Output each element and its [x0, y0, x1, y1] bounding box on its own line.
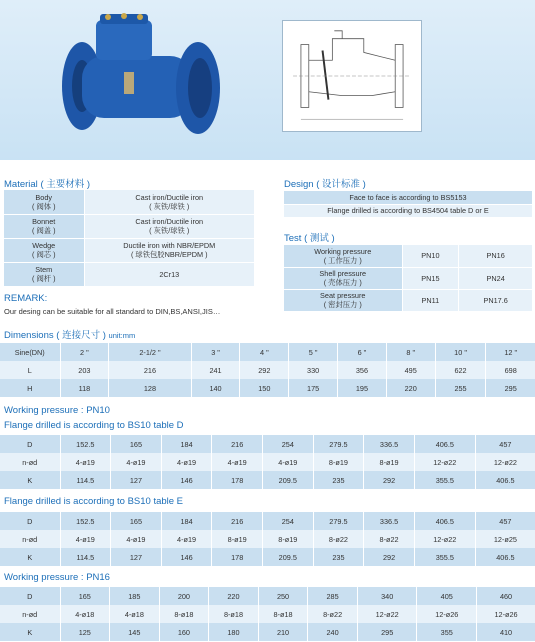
material-label: Bonnet	[32, 217, 56, 226]
material-label-cn: ( 阀体 )	[31, 201, 56, 211]
table-cell: 4-ø19	[161, 453, 212, 471]
material-value-cell	[84, 190, 254, 214]
test-heading-text: Test	[284, 233, 302, 244]
table-row	[284, 289, 532, 311]
material-label: Wedge	[32, 241, 56, 250]
table-cell: 203	[60, 361, 109, 379]
table-cell: 178	[212, 471, 263, 489]
table-cell: 355.5	[414, 548, 475, 566]
table-cell: 406.5	[414, 512, 475, 530]
table-cell: 495	[386, 361, 435, 379]
table-cell: 8-ø22	[308, 605, 358, 623]
table-cell: 200	[159, 587, 209, 605]
row-label-cell: n-ød	[0, 605, 60, 623]
table-cell: 254	[263, 512, 314, 530]
table-cell: 125	[60, 623, 110, 641]
table-d-heading: Flange drilled is according to BS10 table D	[4, 420, 184, 431]
row-label-cell: H	[0, 379, 60, 397]
row-label-cell: K	[0, 548, 60, 566]
test-label-cell	[284, 267, 402, 289]
table-cell: 406.5	[475, 548, 535, 566]
test-pn16-cell: PN24	[459, 267, 532, 289]
table-row	[284, 191, 532, 204]
table-row	[0, 435, 535, 453]
test-label: Working pressure	[314, 246, 372, 256]
table-cell: 12-ø22	[414, 530, 475, 548]
table-cell: 8-ø22	[313, 530, 364, 548]
design-heading-text: Design	[284, 179, 314, 190]
table-cell: 8-ø19	[212, 530, 263, 548]
table-cell: 8-ø19	[263, 530, 314, 548]
product-banner	[0, 0, 535, 160]
row-label-cell: K	[0, 623, 60, 641]
design-cell: Face to face is according to BS5153	[284, 191, 532, 204]
table-cell: 235	[313, 548, 364, 566]
table-cell: 292	[240, 361, 289, 379]
table-cell: 336.5	[364, 512, 415, 530]
table-cell: 210	[258, 623, 308, 641]
table-cell: 118	[60, 379, 109, 397]
test-label-cn: ( 壳体压力 )	[323, 278, 362, 287]
table-cell: 406.5	[414, 435, 475, 453]
table-cell: 12-ø22	[414, 453, 475, 471]
valve-photo	[60, 8, 220, 148]
material-heading	[4, 176, 90, 190]
table-cell: 209.5	[263, 471, 314, 489]
table-row	[0, 587, 535, 605]
material-label-cell	[4, 238, 84, 262]
material-label-cell	[4, 214, 84, 238]
material-heading-cn: ( 主要材料 )	[40, 179, 91, 190]
table-cell: 336.5	[364, 435, 415, 453]
table-cell: 292	[364, 548, 415, 566]
material-table	[4, 190, 254, 287]
table-cell: 4-ø19	[111, 453, 162, 471]
table-row	[4, 238, 254, 262]
test-pn10-cell: PN10	[402, 245, 459, 267]
table-cell: 146	[161, 548, 212, 566]
test-label-cell	[284, 245, 402, 267]
table-row	[0, 379, 535, 397]
table-cell: 4-ø19	[212, 453, 263, 471]
table-row	[284, 204, 532, 217]
table-cell: 2-1/2 "	[109, 343, 191, 361]
valve-section-drawing	[282, 20, 422, 132]
test-heading	[284, 230, 335, 244]
table-cell: 279.5	[313, 512, 364, 530]
table-row	[0, 453, 535, 471]
table-cell: 184	[161, 512, 212, 530]
table-cell: 160	[159, 623, 209, 641]
table-cell: 12-ø26	[477, 605, 535, 623]
design-heading-cn: ( 设计标准 )	[316, 179, 366, 190]
material-label: Body	[35, 192, 53, 202]
table-cell: 216	[212, 512, 263, 530]
material-value: 2Cr13	[159, 269, 180, 279]
table-cell: 330	[289, 361, 338, 379]
table-cell: 8-ø19	[364, 453, 415, 471]
table-cell: 184	[161, 435, 212, 453]
table-row	[0, 361, 535, 379]
table-cell: 220	[209, 587, 259, 605]
material-value: Cast iron/Ductile iron	[135, 192, 204, 202]
test-pn16-cell: PN17.6	[459, 289, 532, 311]
dimensions-heading-cn: ( 连接尺寸 )	[56, 330, 106, 341]
table-cell: 457	[475, 512, 535, 530]
material-label-cell	[4, 262, 84, 286]
table-cell: 6 "	[338, 343, 387, 361]
pn16-heading: Working pressure : PN16	[4, 572, 110, 583]
row-label-cell: L	[0, 361, 60, 379]
dimensions-heading-text: Dimensions	[4, 330, 54, 341]
test-label: Seat pressure	[320, 291, 366, 300]
table-e-heading: Flange drilled is according to BS10 table E	[4, 496, 184, 507]
test-label-cell	[284, 289, 402, 311]
material-value: Ductile iron with NBR/EPDM	[123, 241, 216, 250]
row-label-cell: K	[0, 471, 60, 489]
material-label-cn: ( 阀杆 )	[31, 274, 56, 283]
table-row	[284, 245, 532, 267]
table-cell: 128	[109, 379, 191, 397]
table-cell: 406.5	[475, 471, 535, 489]
material-value-cell	[84, 262, 254, 286]
table-cell: 145	[110, 623, 160, 641]
table-cell: 127	[111, 548, 162, 566]
table-cell: 254	[263, 435, 314, 453]
table-cell: 152.5	[60, 512, 111, 530]
row-label-cell: D	[0, 435, 60, 453]
table-cell: 460	[477, 587, 535, 605]
material-value-cell	[84, 238, 254, 262]
table-cell: 216	[109, 361, 191, 379]
table-cell: 355.5	[414, 471, 475, 489]
table-cell: 235	[313, 471, 364, 489]
table-cell: 178	[212, 548, 263, 566]
table-cell: 292	[364, 471, 415, 489]
table-cell: 12-ø25	[475, 530, 535, 548]
table-cell: 250	[258, 587, 308, 605]
table-cell: 4-ø19	[60, 453, 111, 471]
table-cell: 175	[289, 379, 338, 397]
table-cell: 152.5	[60, 435, 111, 453]
material-value-cn: ( 球铁包胶NBR/EPDM )	[130, 250, 208, 259]
table-row	[0, 605, 535, 623]
table-cell: 195	[338, 379, 387, 397]
table-cell: 2 "	[60, 343, 109, 361]
table-cell: 12-ø22	[475, 453, 535, 471]
remark-heading: REMARK:	[4, 293, 48, 304]
test-heading-cn: ( 测试 )	[304, 233, 335, 244]
table-e	[0, 512, 535, 566]
table-cell: 10 "	[435, 343, 486, 361]
table-cell: 127	[111, 471, 162, 489]
material-value: Cast iron/Ductile iron	[135, 217, 204, 226]
table-pn16	[0, 587, 535, 641]
table-cell: 8-ø18	[159, 605, 209, 623]
table-cell: 285	[308, 587, 358, 605]
table-cell: 8-ø18	[209, 605, 259, 623]
test-label-cn: ( 密封压力 )	[323, 300, 362, 309]
table-cell: 5 "	[289, 343, 338, 361]
table-cell: 241	[191, 361, 240, 379]
table-cell: 8 "	[386, 343, 435, 361]
table-cell: 114.5	[60, 471, 111, 489]
table-cell: 4-ø19	[161, 530, 212, 548]
table-row	[284, 267, 532, 289]
table-cell: 146	[161, 471, 212, 489]
table-cell: 150	[240, 379, 289, 397]
test-label-cn: ( 工作压力 )	[323, 255, 362, 265]
table-cell: 405	[417, 587, 477, 605]
material-value-cn: ( 灰铁/球铁 )	[149, 201, 190, 211]
design-heading	[284, 176, 366, 190]
dimensions-unit: unit:mm	[108, 331, 136, 340]
design-cell: Flange drilled is according to BS4504 table D or E	[284, 204, 532, 217]
material-label-cn: ( 阀盖 )	[31, 226, 56, 235]
table-row	[4, 214, 254, 238]
table-cell: 12 "	[486, 343, 535, 361]
material-value-cell	[84, 214, 254, 238]
table-cell: 279.5	[313, 435, 364, 453]
pn10-heading: Working pressure : PN10	[4, 405, 110, 416]
table-row	[0, 530, 535, 548]
table-cell: 340	[357, 587, 417, 605]
table-cell: 3 "	[191, 343, 240, 361]
row-label-cell: D	[0, 587, 60, 605]
material-value-cn: ( 灰铁/球铁 )	[149, 226, 190, 235]
table-cell: 240	[308, 623, 358, 641]
table-cell: 12-ø22	[357, 605, 417, 623]
table-cell: 165	[111, 435, 162, 453]
table-cell: 4-ø19	[60, 530, 111, 548]
table-row	[0, 512, 535, 530]
table-cell: 8-ø22	[364, 530, 415, 548]
material-label-cell	[4, 190, 84, 214]
table-cell: 698	[486, 361, 535, 379]
table-cell: 355	[417, 623, 477, 641]
table-row	[0, 343, 535, 361]
table-row	[4, 190, 254, 214]
table-cell: 4-ø19	[263, 453, 314, 471]
table-cell: 255	[435, 379, 486, 397]
remark-text: Our desing can be suitable for all standard to DIN,BS,ANSI,JIS…	[4, 307, 221, 316]
table-cell: 180	[209, 623, 259, 641]
table-row	[0, 471, 535, 489]
table-cell: 114.5	[60, 548, 111, 566]
material-label: Stem	[35, 265, 53, 274]
table-cell: 622	[435, 361, 486, 379]
table-cell: 165	[111, 512, 162, 530]
table-cell: 185	[110, 587, 160, 605]
material-label-cn: ( 阀芯 )	[31, 250, 56, 259]
table-cell: 457	[475, 435, 535, 453]
table-d	[0, 435, 535, 489]
table-cell: 140	[191, 379, 240, 397]
table-cell: 8-ø19	[313, 453, 364, 471]
test-table	[284, 245, 532, 312]
table-cell: 165	[60, 587, 110, 605]
material-heading-text: Material	[4, 179, 38, 190]
table-cell: 4-ø18	[60, 605, 110, 623]
row-label-cell: Sine(DN)	[0, 343, 60, 361]
table-cell: 12-ø26	[417, 605, 477, 623]
test-pn10-cell: PN11	[402, 289, 459, 311]
test-label: Shell pressure	[319, 269, 367, 278]
design-table	[284, 191, 532, 218]
test-pn10-cell: PN15	[402, 267, 459, 289]
table-cell: 356	[338, 361, 387, 379]
table-cell: 295	[357, 623, 417, 641]
test-pn16-cell: PN16	[459, 245, 532, 267]
table-cell: 4 "	[240, 343, 289, 361]
table-cell: 4-ø19	[111, 530, 162, 548]
row-label-cell: n-ød	[0, 453, 60, 471]
table-row	[4, 262, 254, 286]
table-row	[0, 548, 535, 566]
table-row	[0, 623, 535, 641]
table-cell: 216	[212, 435, 263, 453]
row-label-cell: n-ød	[0, 530, 60, 548]
table-cell: 220	[386, 379, 435, 397]
table-cell: 295	[486, 379, 535, 397]
table-cell: 8-ø18	[258, 605, 308, 623]
table-cell: 410	[477, 623, 535, 641]
table-cell: 4-ø18	[110, 605, 160, 623]
table-cell: 209.5	[263, 548, 314, 566]
dimensions-heading	[4, 327, 135, 341]
row-label-cell: D	[0, 512, 60, 530]
dimensions-table	[0, 343, 535, 397]
